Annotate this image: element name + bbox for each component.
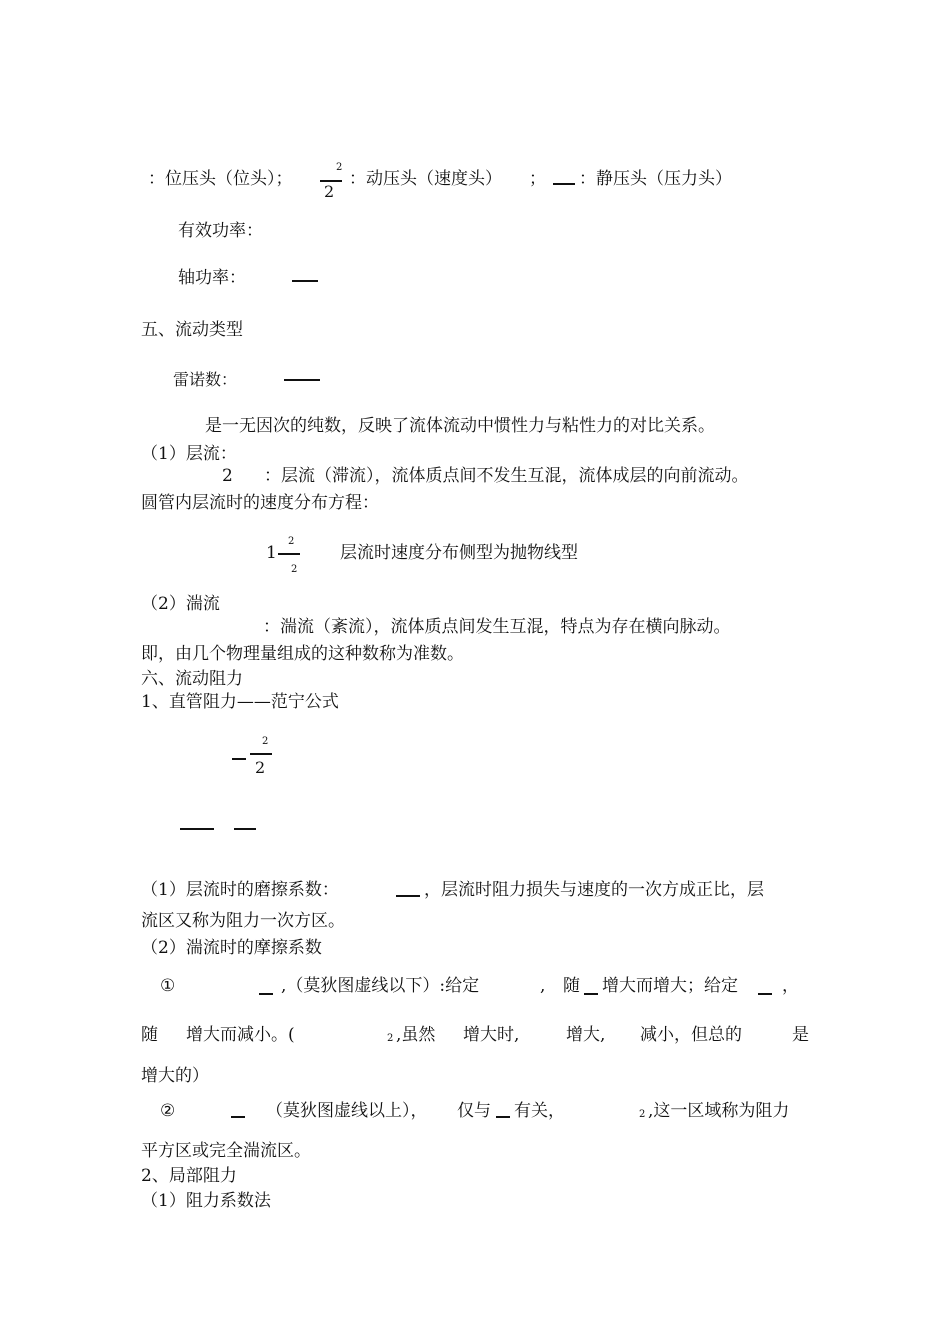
formula-blank [553,183,575,185]
laminar-description: ：层流（滞流），流体质点间不发生互混，流体成层的向前流动。 [264,466,749,486]
resistance-coefficient-method: （1）阻力系数法 [141,1191,271,1211]
case-one-text: 随 [141,1025,158,1045]
fraction-denominator: 2 [324,182,335,201]
case-one-text: 增大的） [141,1066,209,1086]
case-two-subscript: 2 [639,1109,646,1120]
static-head-text: ：静压头（压力头） [579,169,732,189]
fraction-superscript: 2 [336,162,343,173]
laminar-friction-text: 流区又称为阻力一次方区。 [141,911,345,931]
case-one-marker: ① [160,976,176,996]
formula-blank [232,758,246,760]
reynolds-label: 雷诺数： [173,370,238,389]
formula-blank [396,895,420,897]
separator: ； [529,169,546,189]
effective-power-label: 有效功率： [178,221,263,241]
case-two-text: 平方区或完全湍流区。 [141,1141,311,1161]
shaft-power-label: 轴功率： [178,268,246,288]
fraction-bar [250,753,272,755]
case-one-text: 增大而减小。( [186,1025,295,1045]
profile-subscript: 2 [291,564,298,575]
formula-blank [284,379,320,381]
laminar-friction-text: （1）层流时的磨擦系数： [141,880,339,900]
section-heading: 六、流动阻力 [141,669,243,689]
profile-shape-text: 层流时速度分布侧型为抛物线型 [340,543,578,563]
case-one-text: ,虽然 [396,1025,436,1045]
fraction-bar [278,553,300,555]
case-one-text: 减小，但总的 [640,1025,742,1045]
case-two-text: （莫狄图虚线以上）， [266,1101,428,1121]
turbulent-description: ：湍流（紊流），流体质点间发生互混，特点为存在横向脉动。 [263,617,731,637]
formula-blank [180,828,214,830]
velocity-profile-label: 圆管内层流时的速度分布方程： [141,493,379,513]
laminar-friction-text: ，层流时阻力损失与速度的一次方成正比，层 [424,880,764,900]
laminar-number: 2 [222,466,233,486]
dimensionless-note: 即，由几个物理量组成的这种数称为准数。 [141,644,464,664]
formula-blank [259,993,273,995]
profile-one: 1 [266,543,277,563]
case-two-text: 有关， [514,1101,565,1121]
case-one-subscript: 2 [387,1033,394,1044]
case-one-text: 增大而增大；给定 [602,976,738,996]
case-two-marker: ② [160,1101,176,1121]
case-one-text: 增大, [566,1025,606,1045]
section-heading: 五、流动类型 [141,320,243,340]
turbulent-label: （2）湍流 [141,594,220,614]
case-one-text: ,（莫狄图虚线以下）:给定 [281,976,480,996]
formula-blank [584,993,598,995]
formula-blank [292,280,318,282]
fanning-denominator: 2 [255,758,266,777]
profile-superscript: 2 [288,536,295,547]
fanning-title: 1、直管阻力——范宁公式 [141,692,339,712]
reynolds-description: 是一无因次的纯数，反映了流体流动中惯性力与粘性力的对比关系。 [205,416,715,436]
formula-blank [496,1116,510,1118]
formula-blank [234,828,256,830]
formula-blank [758,993,772,995]
case-one-text: 随 [563,976,580,996]
case-two-text: 仅与 [457,1101,491,1121]
laminar-label: （1）层流： [141,444,237,464]
case-one-text: 增大时, [463,1025,520,1045]
case-one-text: ， [782,976,799,996]
turbulent-friction-title: （2）湍流时的摩擦系数 [141,938,322,958]
case-one-text: 是 [792,1025,809,1045]
potential-head-text: ：位压头（位头）； [148,169,293,189]
dynamic-head-text: ：动压头（速度头） [349,169,502,189]
case-two-text: ,这一区域称为阻力 [648,1101,790,1121]
local-resistance-title: 2、局部阻力 [141,1166,237,1186]
case-one-text: , [540,976,546,996]
fanning-superscript: 2 [262,736,269,747]
formula-blank [231,1116,245,1118]
